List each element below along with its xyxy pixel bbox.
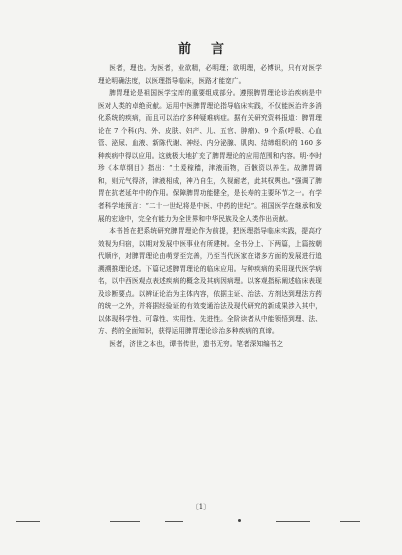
paragraph: 脾胃理论是祖国医学宝库的重要组成部分。遵照脾胃理论诊治疾病是中医对人类的卓绝贡献。运用中医脾胃理论指导临床实践，不仅能医治许多消化系统的疾病，而且可以治疗多种疑难病症。据有关研究资料报道：脾胃理论在 7 个科(内、外、皮肤、妇产、儿、五官、肿瘤)、9 个系(呼吸、心血管、泌尿、血液、新陈代谢、神经、内分泌腺、肌肉、结缔组织)的 160 多种疾病中得以应用。这就极大地扩充了脾胃理论的应用范围和内容。明·李时珍《本草纲目》指出：“土爰稼穑，津液而物，百骸资以养生。故脾胃调和，则元气得济，津液相成，神乃自生，久视耐老，此其权舆也。”强调了脾胃在抗老延年中的作用。保障脾胃功能健全，是长寿的主要环节之一。有学者科学地预言：“二十一世纪将是中医、中药的世纪”。祖国医学在继承和发展的宏途中，完全有能力为全世界和中华民族及全人类作出贡献。 [98,89,322,223]
scan-artifact-line [340,521,360,522]
body-text [98,62,322,351]
scan-artifact-line [16,521,40,522]
scan-artifact-line [276,521,310,522]
title-char-1: 前 [177,42,191,57]
paragraph: 本书旨在把系统研究脾胃理论作为前提，把医理指导临床实践，提高疗效视为归宿，以期对发展中医事业有所建树。全书分上、下两篇，上篇按朝代顺序，对脾胃理论由萌芽至完善，乃至当代医家在诸多方面的发展进行追溯溯推理论述。下篇记述脾胃理论的临床应用。与种疾病的采用现代医学病名，以中西医观点表述疾病的概念及其病因病理。以客观指标阐述临床表现及诊断要点。以辨证论治为主体内容，依据主证、治法、方剂达到理法方药的统一之外，并将据经验证的有效变通治法及现代研究的新成果涉入其中，以体现科学性、可靠性、实用性、先进性。全阶读者从中能领悟到理、法、方、药的全面知识，获得运用脾胃理论诊治多种疾病的真谛。 [98,227,322,336]
scan-artifact-line [110,521,140,522]
page-title [0,38,402,57]
scan-artifact-line [165,521,183,522]
title-char-2: 言 [211,42,225,57]
paragraph: 医者，理也。为医者，业欲精，必明理；欲明理，必博识，只有对医学理论明确法度，以医理指导临床，医路才能宽广。 [98,64,322,85]
paragraph: 医者，济世之本也，谭书传世，遗书无穷。笔者深知编书之 [109,340,284,349]
scan-artifact-dot [238,519,241,522]
page-number: 〔1〕 [191,503,211,511]
